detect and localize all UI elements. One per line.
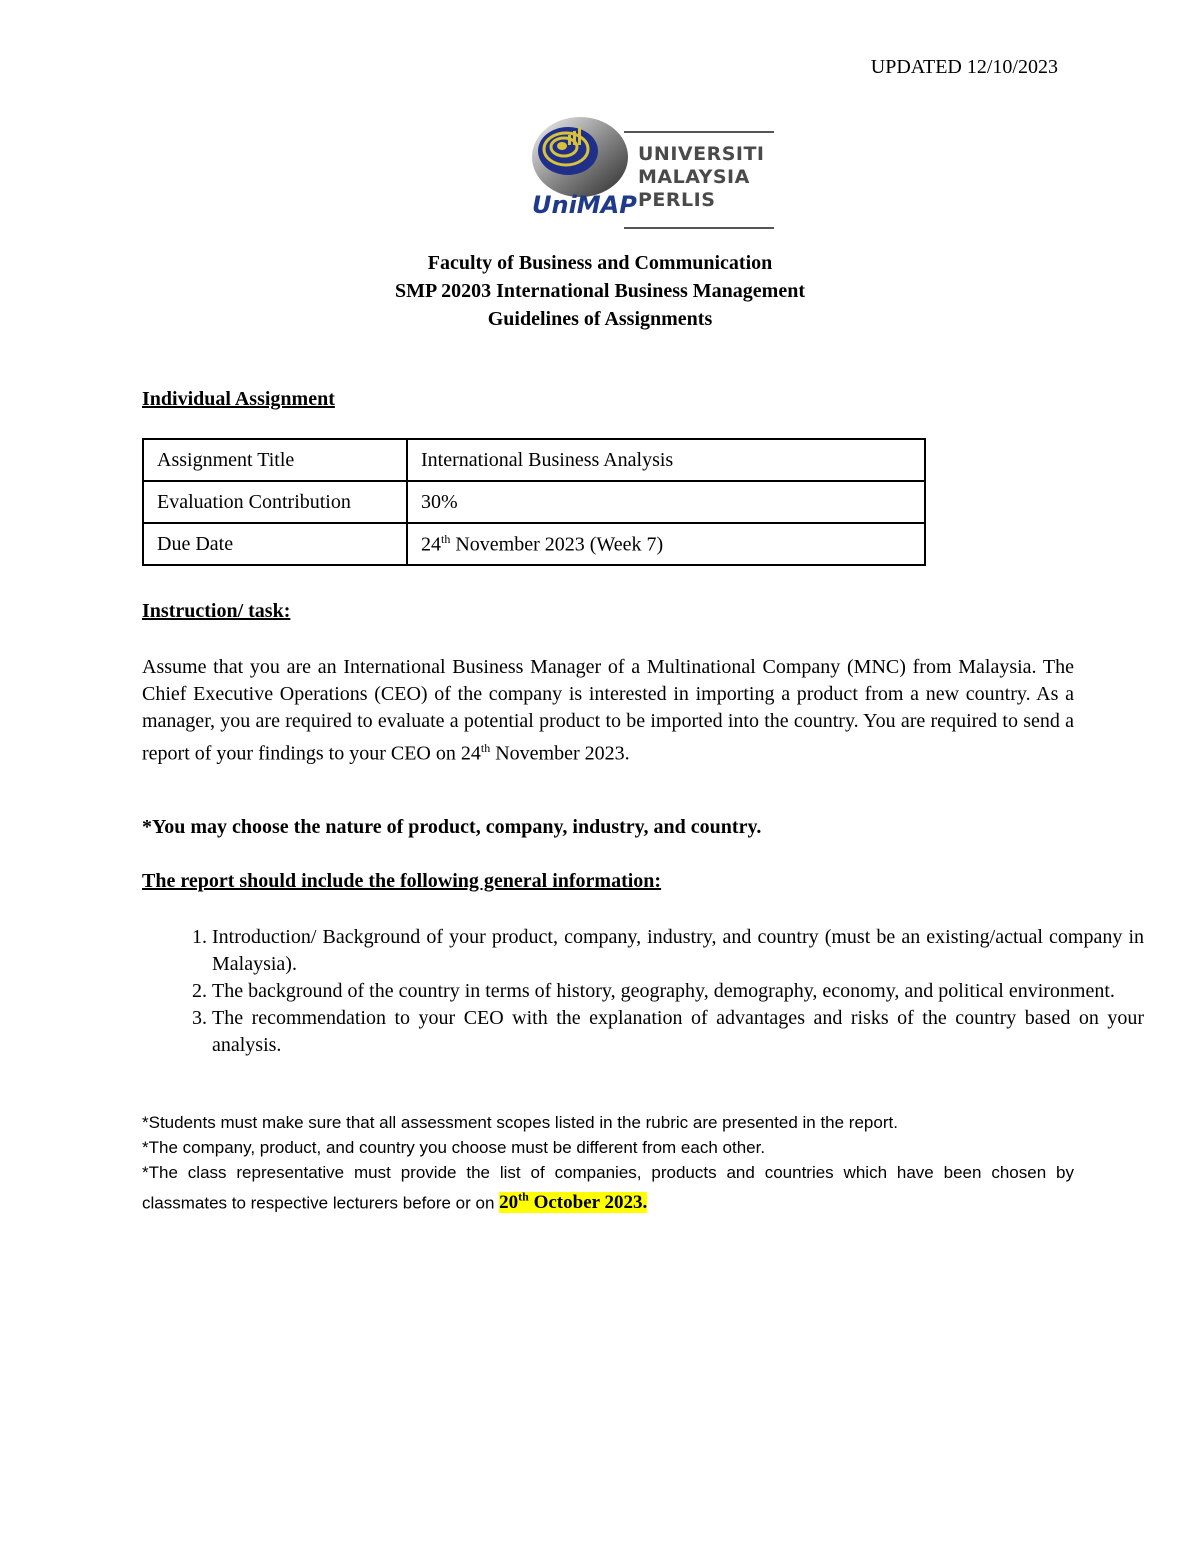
list-item: 2. The background of the country in terms of history, geography, demography, economy, and political environment. bbox=[212, 978, 1144, 1005]
logo-university-name bbox=[638, 143, 765, 212]
table-label: Assignment Title bbox=[143, 439, 407, 481]
logo-rule-top bbox=[624, 131, 774, 133]
table-row bbox=[143, 439, 925, 481]
table-value: 30% bbox=[407, 481, 925, 523]
notes-section bbox=[142, 1110, 1074, 1215]
table-row bbox=[143, 481, 925, 523]
university-logo bbox=[528, 113, 774, 235]
table-label: Evaluation Contribution bbox=[143, 481, 407, 523]
individual-assignment-heading: Individual Assignment bbox=[142, 388, 335, 410]
highlighted-deadline: 20th October 2023. bbox=[499, 1190, 648, 1214]
table-value: International Business Analysis bbox=[407, 439, 925, 481]
choose-note: *You may choose the nature of product, company, industry, and country. bbox=[142, 816, 762, 838]
list-item: 1. Introduction/ Background of your product, company, industry, and country (must be an existing/actual company in Malaysia). bbox=[212, 924, 1144, 978]
table-row bbox=[143, 523, 925, 565]
logo-name-line-3: PERLIS bbox=[638, 189, 716, 211]
note-3: *The class representative must provide the list of companies, products and countries which have been chosen by classmates to respective lecturers before or on 20th October 2023. bbox=[142, 1163, 1074, 1214]
list-item: 3. The recommendation to your CEO with the explanation of advantages and risks of the country based on your analysis. bbox=[212, 1005, 1144, 1059]
instruction-heading: Instruction/ task: bbox=[142, 600, 291, 622]
report-heading: The report should include the following general information: bbox=[142, 870, 662, 892]
updated-date: UPDATED 12/10/2023 bbox=[870, 56, 1058, 78]
logo-wordmark: UniMAP bbox=[532, 191, 637, 219]
instruction-paragraph: Assume that you are an International Business Manager of a Multinational Company (MNC) from Malaysia. The Chief Executive Operations (CEO) of the company is interested in importing a product from a new country. As a manager, you are required to evaluate a potential product to be imported into the country. You are required to send a report of your findings to your CEO on 24th November 2023. bbox=[142, 656, 1074, 765]
assignment-info-table bbox=[142, 438, 926, 566]
document-title: Guidelines of Assignments bbox=[487, 308, 713, 330]
logo-name-line-1: UNIVERSITI bbox=[638, 143, 765, 165]
report-items-list bbox=[142, 924, 1144, 1059]
table-value-due-date: 24th November 2023 (Week 7) bbox=[407, 523, 925, 565]
logo-name-line-2: MALAYSIA bbox=[638, 166, 750, 188]
course-title: SMP 20203 International Business Management bbox=[394, 280, 806, 302]
logo-rule-bottom bbox=[624, 227, 774, 229]
table-label: Due Date bbox=[143, 523, 407, 565]
note-2: *The company, product, and country you choose must be different from each other. bbox=[142, 1138, 766, 1157]
note-1: *Students must make sure that all assessment scopes listed in the rubric are presented in the report. bbox=[142, 1113, 898, 1132]
faculty-title: Faculty of Business and Communication bbox=[427, 252, 773, 274]
